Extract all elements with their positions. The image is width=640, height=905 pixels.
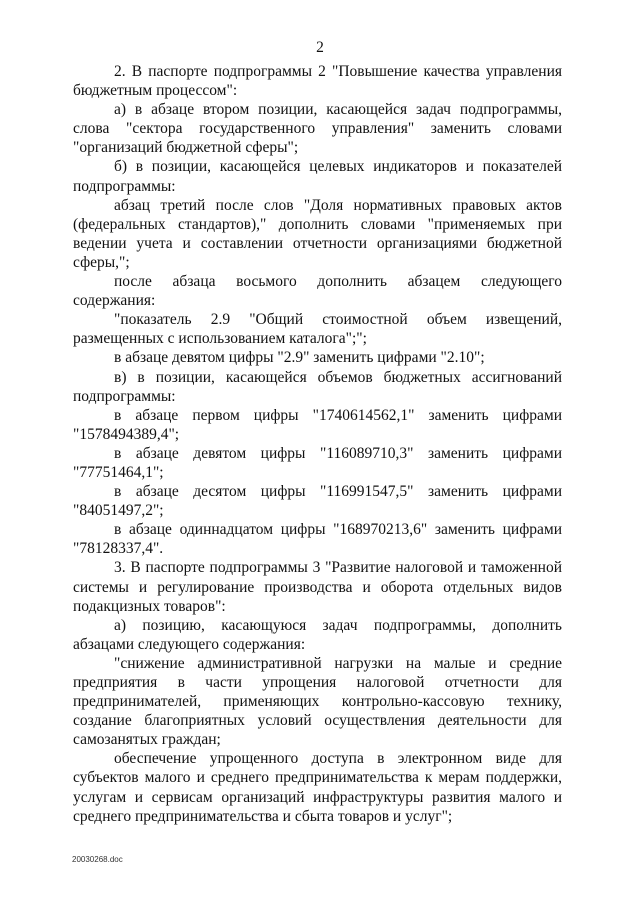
paragraph: "снижение административной нагрузки на малые и средние предприятия в части упрощения налоговой отчетности для предпринимателей, применяющих контрольно-кассовую технику, создание благоприятных условий осуществления деятельности для самозанятых граждан; — [73, 654, 562, 749]
paragraph: абзац третий после слов "Доля нормативных правовых актов (федеральных стандартов)," дополнить словами "применяемых при ведении учета и составлении отчетности организациями бюджетной сферы,"; — [73, 196, 562, 271]
paragraph: в абзаце девятом цифры "2.9" заменить цифрами "2.10"; — [114, 349, 485, 367]
paragraph: в абзаце первом цифры "1740614562,1" заменить цифрами "1578494389,4"; — [73, 406, 562, 443]
paragraph: в абзаце одиннадцатом цифры "168970213,6" заменить цифрами "78128337,4". — [73, 521, 562, 558]
paragraph: 2. В паспорте подпрограммы 2 "Повышение качества управления бюджетным процессом": — [73, 63, 562, 100]
paragraph: а) позицию, касающуюся задач подпрограммы, дополнить абзацами следующего содержания: — [73, 616, 562, 653]
paragraph: в) в позиции, касающейся объемов бюджетных ассигнований подпрограммы: — [73, 368, 562, 405]
paragraph: 3. В паспорте подпрограммы 3 "Развитие налоговой и таможенной системы и регулирование производства и оборота отдельных видов подакцизных товаров": — [73, 559, 562, 615]
page-number: 2 — [316, 39, 324, 56]
paragraph: обеспечение упрощенного доступа в электронном виде для субъектов малого и среднего предпринимательства к мерам поддержки, услугам и сервисам организаций инфраструктуры развития малого и среднего предпринимательства и сбыта товаров и услуг"; — [73, 750, 562, 825]
paragraph: после абзаца восьмого дополнить абзацем следующего содержания: — [73, 273, 562, 310]
file-name-footer: 20030268.doc — [72, 855, 123, 864]
document-body — [73, 62, 562, 826]
paragraph: "показатель 2.9 "Общий стоимостной объем извещений, размещенных с использованием каталога";"; — [73, 311, 562, 348]
paragraph: в абзаце девятом цифры "116089710,3" заменить цифрами "77751464,1"; — [73, 444, 562, 481]
paragraph: в абзаце десятом цифры "116991547,5" заменить цифрами "84051497,2"; — [73, 483, 562, 520]
paragraph: а) в абзаце втором позиции, касающейся задач подпрограммы, слова "сектора государственного управления" заменить словами "организаций бюджетной сферы"; — [73, 101, 562, 157]
paragraph: б) в позиции, касающейся целевых индикаторов и показателей подпрограммы: — [73, 158, 562, 195]
